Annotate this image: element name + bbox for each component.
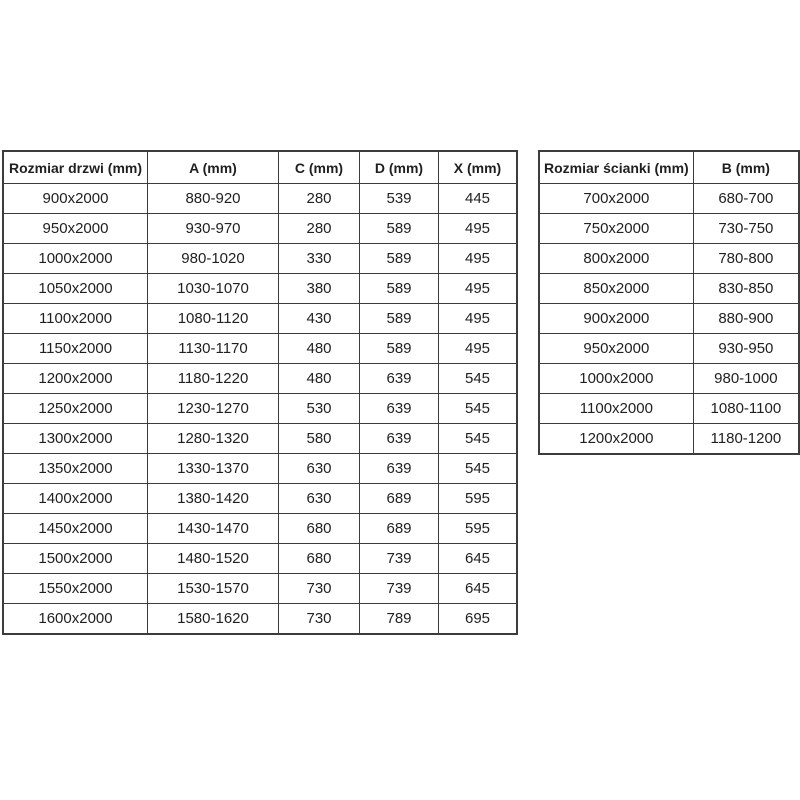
table-cell: 645 <box>439 544 518 574</box>
table-row <box>539 424 799 455</box>
table-cell: 689 <box>360 514 439 544</box>
table-cell: 980-1000 <box>693 364 799 394</box>
table-cell: 1080-1100 <box>693 394 799 424</box>
table-cell: 1200x2000 <box>539 424 693 455</box>
table-cell: 930-950 <box>693 334 799 364</box>
column-header: D (mm) <box>360 151 439 184</box>
table-cell: 1200x2000 <box>3 364 148 394</box>
table-row <box>3 514 517 544</box>
table-cell: 639 <box>360 454 439 484</box>
table-row <box>3 424 517 454</box>
table-cell: 595 <box>439 514 518 544</box>
table-cell: 545 <box>439 424 518 454</box>
table-cell: 680 <box>279 514 360 544</box>
column-header: B (mm) <box>693 151 799 184</box>
table-cell: 480 <box>279 334 360 364</box>
table-cell: 950x2000 <box>3 214 148 244</box>
door-sizes-table-container <box>2 150 518 635</box>
table-cell: 495 <box>439 214 518 244</box>
table-cell: 680 <box>279 544 360 574</box>
table-cell: 750x2000 <box>539 214 693 244</box>
table-cell: 1180-1220 <box>148 364 279 394</box>
table-cell: 930-970 <box>148 214 279 244</box>
table-cell: 900x2000 <box>3 184 148 214</box>
table-row <box>3 214 517 244</box>
header-row <box>3 151 517 184</box>
table-cell: 495 <box>439 334 518 364</box>
table-cell: 1100x2000 <box>539 394 693 424</box>
table-cell: 1500x2000 <box>3 544 148 574</box>
table-cell: 1550x2000 <box>3 574 148 604</box>
table-row <box>3 184 517 214</box>
table-row <box>3 454 517 484</box>
table-cell: 430 <box>279 304 360 334</box>
door-sizes-table <box>2 150 518 635</box>
column-header: A (mm) <box>148 151 279 184</box>
table-cell: 950x2000 <box>539 334 693 364</box>
table-cell: 1530-1570 <box>148 574 279 604</box>
table-cell: 730 <box>279 604 360 635</box>
table-cell: 1130-1170 <box>148 334 279 364</box>
table-cell: 980-1020 <box>148 244 279 274</box>
table-cell: 739 <box>360 574 439 604</box>
table-cell: 1100x2000 <box>3 304 148 334</box>
table-cell: 495 <box>439 304 518 334</box>
table-cell: 589 <box>360 334 439 364</box>
table-cell: 680-700 <box>693 184 799 214</box>
table-cell: 830-850 <box>693 274 799 304</box>
table-cell: 630 <box>279 484 360 514</box>
table-cell: 689 <box>360 484 439 514</box>
table-cell: 1180-1200 <box>693 424 799 455</box>
table-cell: 1430-1470 <box>148 514 279 544</box>
table-cell: 1480-1520 <box>148 544 279 574</box>
column-header: Rozmiar ścianki (mm) <box>539 151 693 184</box>
table-cell: 595 <box>439 484 518 514</box>
column-header: X (mm) <box>439 151 518 184</box>
table-cell: 695 <box>439 604 518 635</box>
table-row <box>539 394 799 424</box>
table-cell: 800x2000 <box>539 244 693 274</box>
table-row <box>3 244 517 274</box>
table-cell: 280 <box>279 184 360 214</box>
table-row <box>539 274 799 304</box>
table-cell: 1250x2000 <box>3 394 148 424</box>
table-row <box>539 304 799 334</box>
table-cell: 880-920 <box>148 184 279 214</box>
table-row <box>539 184 799 214</box>
table-cell: 1230-1270 <box>148 394 279 424</box>
table-cell: 495 <box>439 244 518 274</box>
wall-sizes-table <box>538 150 800 455</box>
table-cell: 645 <box>439 574 518 604</box>
table-cell: 545 <box>439 454 518 484</box>
column-header: C (mm) <box>279 151 360 184</box>
table-row <box>539 334 799 364</box>
table-row <box>3 274 517 304</box>
table-cell: 1350x2000 <box>3 454 148 484</box>
column-header: Rozmiar drzwi (mm) <box>3 151 148 184</box>
table-cell: 480 <box>279 364 360 394</box>
table-cell: 545 <box>439 364 518 394</box>
table-cell: 539 <box>360 184 439 214</box>
table-cell: 900x2000 <box>539 304 693 334</box>
table-cell: 880-900 <box>693 304 799 334</box>
table-row <box>539 214 799 244</box>
table-cell: 1580-1620 <box>148 604 279 635</box>
table-row <box>3 334 517 364</box>
table-cell: 589 <box>360 244 439 274</box>
table-cell: 639 <box>360 364 439 394</box>
table-row <box>3 304 517 334</box>
table-cell: 445 <box>439 184 518 214</box>
table-cell: 730-750 <box>693 214 799 244</box>
table-row <box>539 364 799 394</box>
table-cell: 330 <box>279 244 360 274</box>
table-cell: 580 <box>279 424 360 454</box>
table-cell: 639 <box>360 424 439 454</box>
wall-sizes-table-container <box>538 150 800 455</box>
table-cell: 1280-1320 <box>148 424 279 454</box>
table-cell: 1450x2000 <box>3 514 148 544</box>
table-cell: 739 <box>360 544 439 574</box>
table-row <box>3 394 517 424</box>
table-cell: 589 <box>360 214 439 244</box>
table-cell: 850x2000 <box>539 274 693 304</box>
table-cell: 280 <box>279 214 360 244</box>
table-cell: 589 <box>360 274 439 304</box>
table-cell: 1380-1420 <box>148 484 279 514</box>
table-cell: 639 <box>360 394 439 424</box>
table-cell: 1000x2000 <box>539 364 693 394</box>
table-row <box>3 604 517 635</box>
table-cell: 1050x2000 <box>3 274 148 304</box>
table-cell: 530 <box>279 394 360 424</box>
table-cell: 545 <box>439 394 518 424</box>
table-cell: 1600x2000 <box>3 604 148 635</box>
table-cell: 780-800 <box>693 244 799 274</box>
table-row <box>3 544 517 574</box>
table-row <box>3 364 517 394</box>
table-cell: 1400x2000 <box>3 484 148 514</box>
table-cell: 630 <box>279 454 360 484</box>
table-cell: 730 <box>279 574 360 604</box>
table-row <box>3 574 517 604</box>
table-cell: 589 <box>360 304 439 334</box>
table-cell: 1030-1070 <box>148 274 279 304</box>
table-cell: 1000x2000 <box>3 244 148 274</box>
table-cell: 789 <box>360 604 439 635</box>
header-row <box>539 151 799 184</box>
table-cell: 1080-1120 <box>148 304 279 334</box>
table-cell: 700x2000 <box>539 184 693 214</box>
table-row <box>3 484 517 514</box>
table-cell: 1300x2000 <box>3 424 148 454</box>
table-cell: 495 <box>439 274 518 304</box>
table-cell: 1330-1370 <box>148 454 279 484</box>
table-cell: 380 <box>279 274 360 304</box>
table-cell: 1150x2000 <box>3 334 148 364</box>
table-row <box>539 244 799 274</box>
